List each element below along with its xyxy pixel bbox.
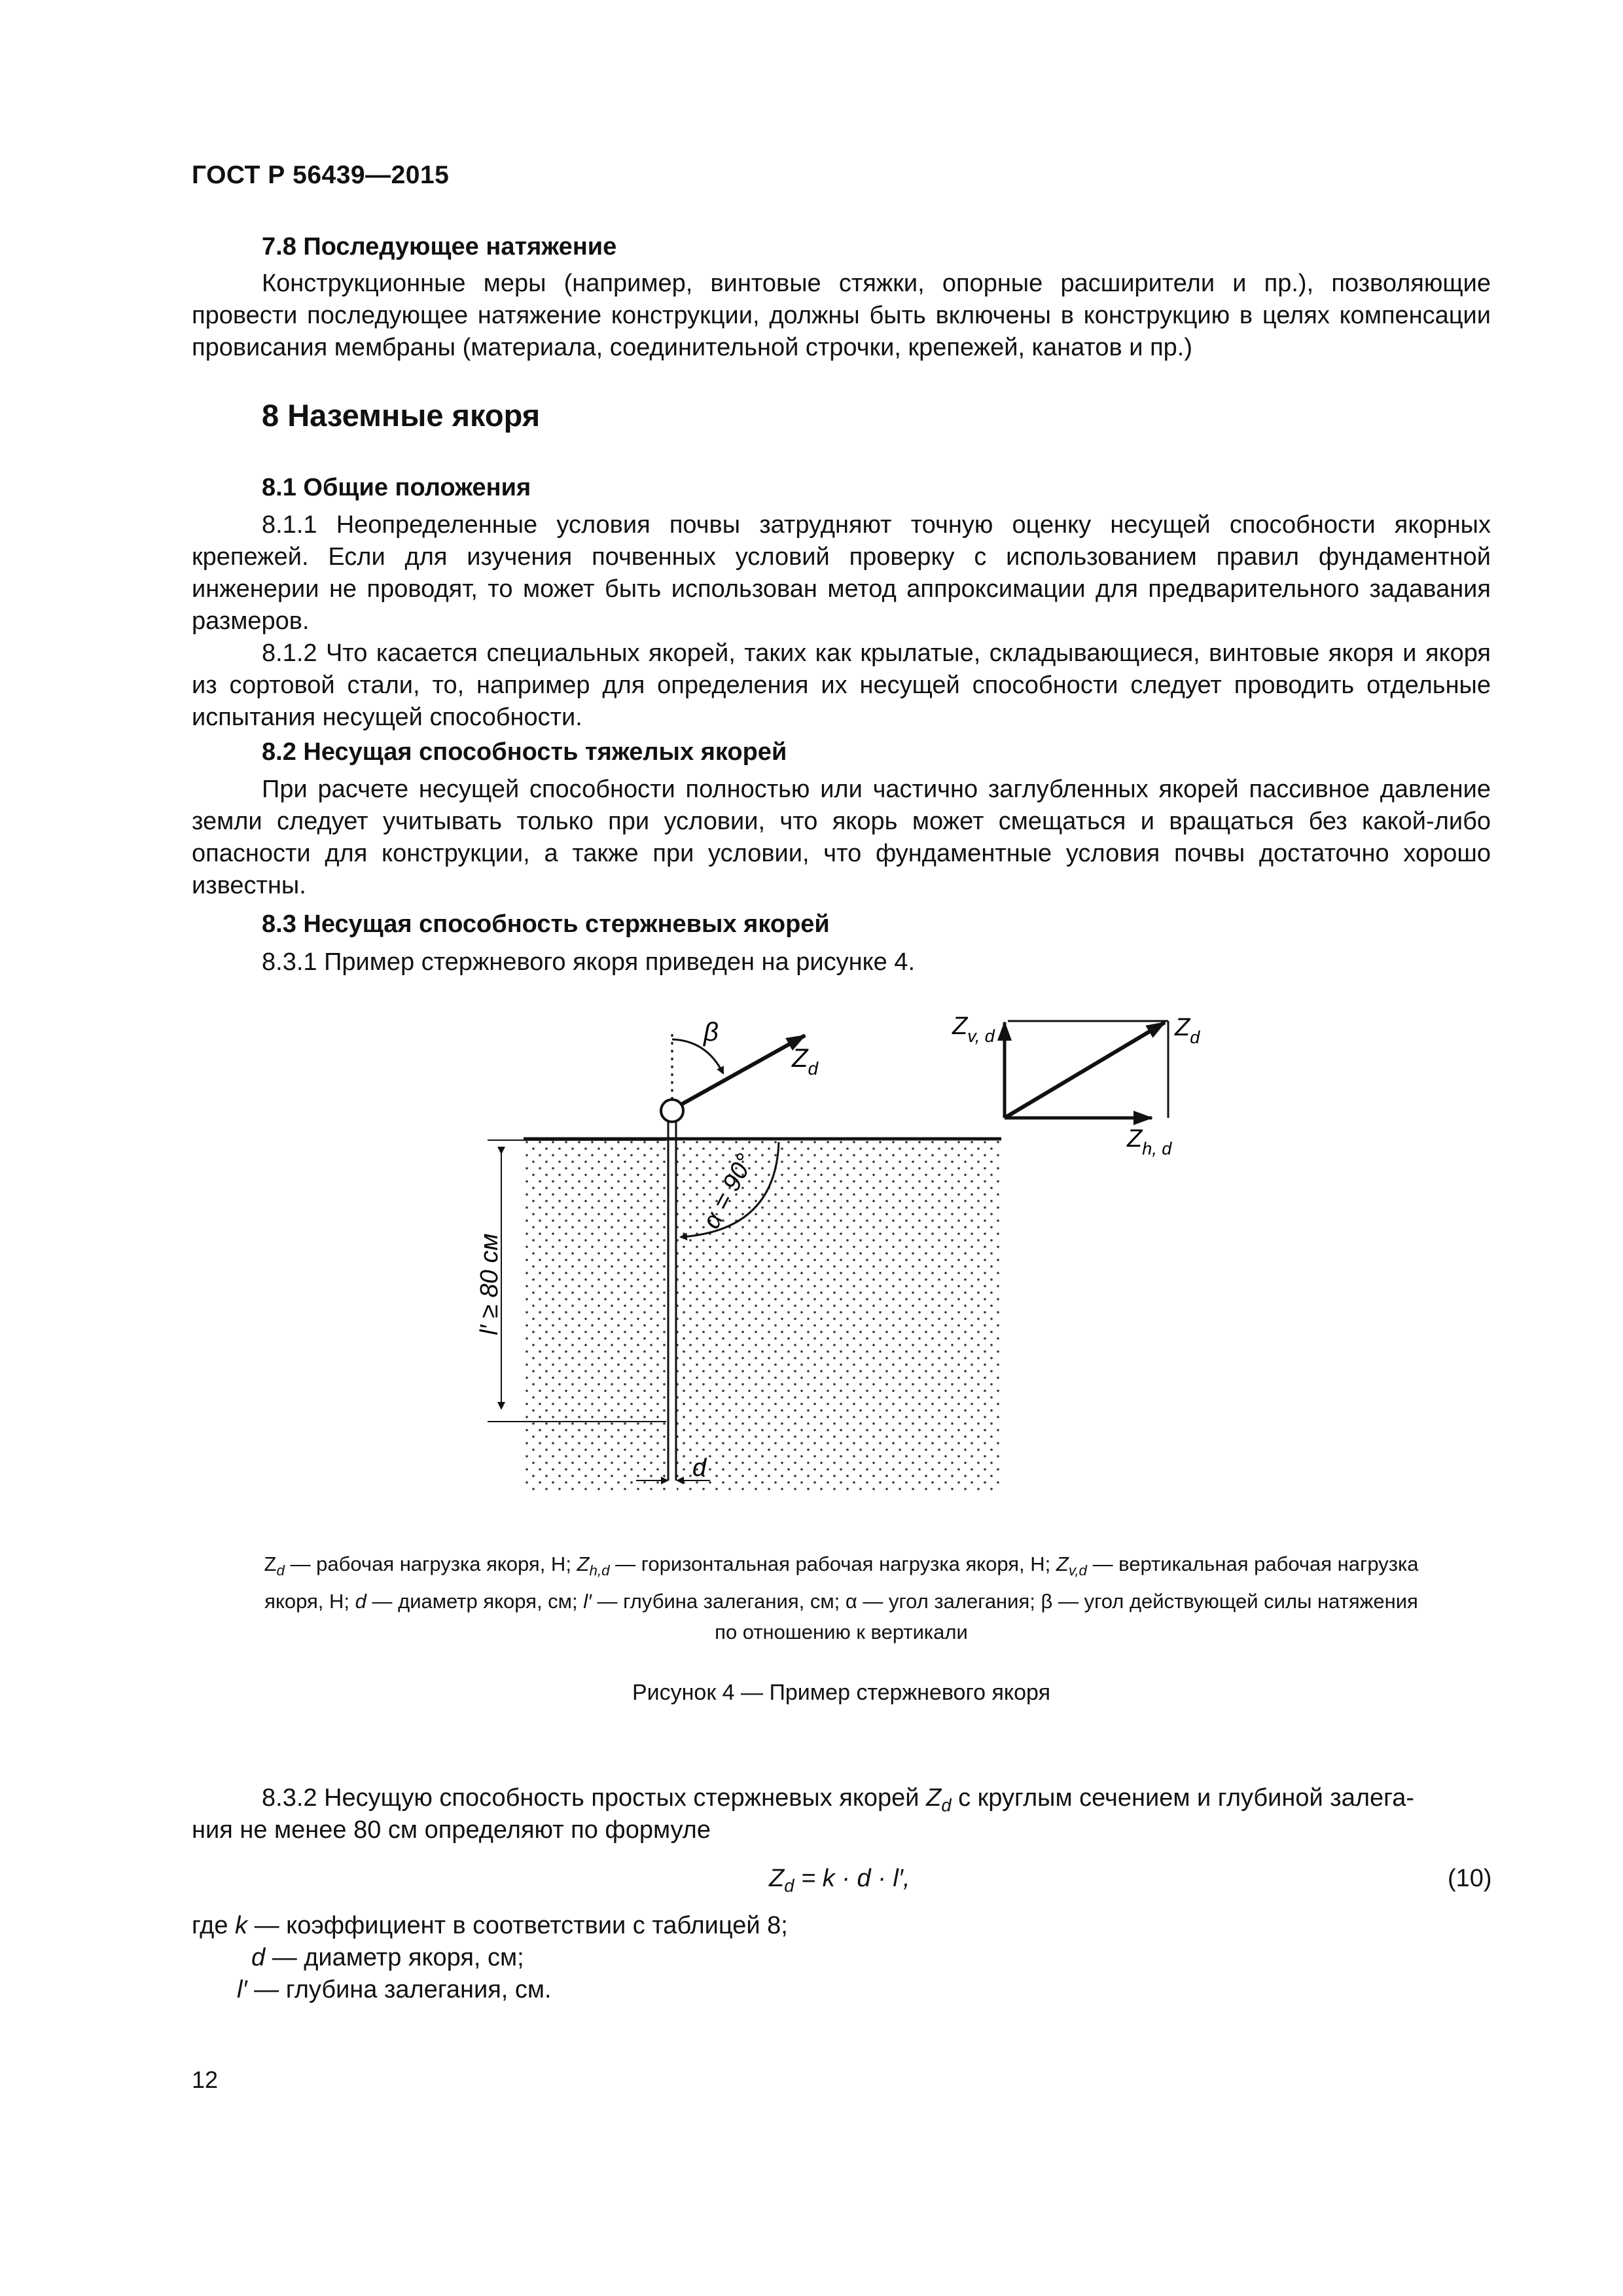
formula-lhs-symbol: Z <box>769 1865 785 1892</box>
page-number: 12 <box>192 2066 219 2093</box>
section-8-1-2-content: 8.1.2 Что касается специальных якорей, таких как крылатые, складывающиеся, винтовые якоря и якоря из сортовой стали, то, например для определения их несущей способности следует проводить отдельные испытания несущей способности. <box>192 639 1491 731</box>
zd-label-main: Z <box>792 1044 808 1073</box>
zhd-label-main: Z <box>1127 1125 1143 1153</box>
where-k-symbol: k <box>235 1912 248 1939</box>
formula-lhs-sub: d <box>784 1875 794 1896</box>
legend-zvd-text: — вертикальная рабочая нагрузка <box>1086 1552 1419 1575</box>
zvd-label-sub: v, d <box>967 1026 995 1046</box>
section-8-3-2-zd-sub: d <box>941 1795 952 1816</box>
formula-number: (10) <box>1448 1865 1492 1892</box>
section-8-3-1-text: 8.3.1 Пример стержневого якоря приведен на рисунке 4. <box>262 948 916 976</box>
document-code-header: ГОСТ Р 56439—2015 <box>192 161 450 189</box>
zd2-label-main: Z <box>1175 1014 1190 1041</box>
legend-d-text: — диаметр якоря, см; <box>366 1590 584 1613</box>
legend-l-text: — глубина залегания, см; α — угол залегания; β — угол действующей силы натяжения <box>591 1590 1418 1613</box>
legend-d-symbol: d <box>355 1590 366 1613</box>
zvd-label <box>952 1013 995 1046</box>
section-8-1-2-text <box>192 637 1491 734</box>
zd-label-sub: d <box>808 1058 819 1079</box>
where-prefix: где <box>192 1912 236 1939</box>
legend-zd-sub: d <box>276 1562 285 1579</box>
depth-label: l′ ≥ 80 см <box>476 1233 503 1335</box>
zhd-label-sub: h, d <box>1142 1139 1172 1158</box>
legend-line-1 <box>192 1549 1491 1586</box>
zd2-label <box>1174 1014 1200 1047</box>
section-8-title: 8 Наземные якоря <box>262 398 541 433</box>
section-8-2-content: При расчете несущей способности полностью или частично заглубленных якорей пассивное давление земли следует учитывать только при условии, что якорь может смещаться и вращаться без какой-либо опасности для конструкции, а также при условии, что фундаментные условия почвы достаточно хорошо известны. <box>192 776 1491 899</box>
figure-4-rod-anchor <box>0 982 1623 1518</box>
legend-line-3: по отношению к вертикали <box>715 1621 968 1644</box>
section-7-8-text-content: Конструкционные меры (например, винтовые стяжки, опорные расширители и пр.), позволяющие провести последующее натяжение конструкции, должны быть включены в конструкцию в целях компенсации провисания мембраны (материала, соединительной строчки, крепежей, канатов и пр.) <box>192 270 1491 361</box>
section-7-8-text <box>192 268 1491 364</box>
section-8-3-2-zd-symbol: Z <box>926 1784 942 1812</box>
section-8-1-1-content: 8.1.1 Неопределенные условия почвы затрудняют точную оценку несущей способности якорных крепежей. Если для изучения почвенных условий проверку с использованием правил фундаментной инженерии не проводят, то может быть использован метод аппроксимации для предварительного задавания размеров. <box>192 511 1491 635</box>
figure-4-title: Рисунок 4 — Пример стержневого якоря <box>632 1680 1050 1705</box>
section-8-3-2-line-2: ния не менее 80 см определяют по формуле <box>192 1816 711 1844</box>
zhd-label <box>1126 1125 1172 1158</box>
where-d-text: — диаметр якоря, см; <box>265 1944 524 1971</box>
formula-rhs: = k · d · l′, <box>794 1865 910 1892</box>
zd-resultant-arrow <box>1005 1022 1165 1118</box>
formula-10 <box>769 1863 910 1902</box>
legend-zhd-sub: h,d <box>589 1562 610 1579</box>
legend-zd-text: — рабочая нагрузка якоря, Н; <box>284 1552 577 1575</box>
section-7-8-title: 7.8 Последующее натяжение <box>262 233 617 260</box>
beta-label: β <box>704 1018 719 1047</box>
legend-line-2 <box>192 1586 1491 1617</box>
legend-l-symbol: l′ <box>583 1590 592 1613</box>
section-8-2-title: 8.2 Несущая способность тяжелых якорей <box>262 738 787 766</box>
section-8-3-2-line1-a: 8.3.2 Несущую способность простых стержневых якорей <box>262 1784 927 1812</box>
section-8-3-2-line1-b: с круглым сечением и глубиной залега- <box>951 1784 1414 1812</box>
where-d <box>251 1942 524 1974</box>
legend-zvd-sub: v,d <box>1068 1562 1087 1579</box>
section-8-1-1-text <box>192 509 1491 637</box>
legend-line2-start: якоря, Н; <box>264 1590 355 1613</box>
where-k <box>192 1910 788 1942</box>
where-d-symbol: d <box>251 1944 266 1971</box>
legend-zvd-symbol: Z <box>1056 1552 1069 1575</box>
section-8-2-text <box>192 774 1491 902</box>
diameter-label: d <box>692 1454 707 1482</box>
zvd-label-main: Z <box>952 1013 968 1040</box>
zd2-label-sub: d <box>1190 1028 1200 1047</box>
rod-eye <box>661 1100 683 1122</box>
where-l-text: — глубина залегания, см. <box>247 1976 552 2003</box>
where-l <box>237 1974 552 2006</box>
where-k-text: — коэффициент в соответствии с таблицей 8; <box>247 1912 788 1939</box>
where-l-symbol: l′ <box>237 1976 247 2003</box>
section-8-1-title: 8.1 Общие положения <box>262 474 531 501</box>
legend-zd-symbol: Z <box>264 1552 277 1575</box>
section-8-3-title: 8.3 Несущая способность стержневых якорей <box>262 910 830 938</box>
zd-label <box>791 1044 819 1079</box>
legend-zhd-symbol: Z <box>577 1552 590 1575</box>
legend-zhd-text: — горизонтальная рабочая нагрузка якоря, Н; <box>609 1552 1056 1575</box>
alpha-label: α = 90° <box>697 1149 760 1234</box>
soil-hatching <box>524 1140 1001 1490</box>
figure-4-legend <box>192 1549 1491 1647</box>
